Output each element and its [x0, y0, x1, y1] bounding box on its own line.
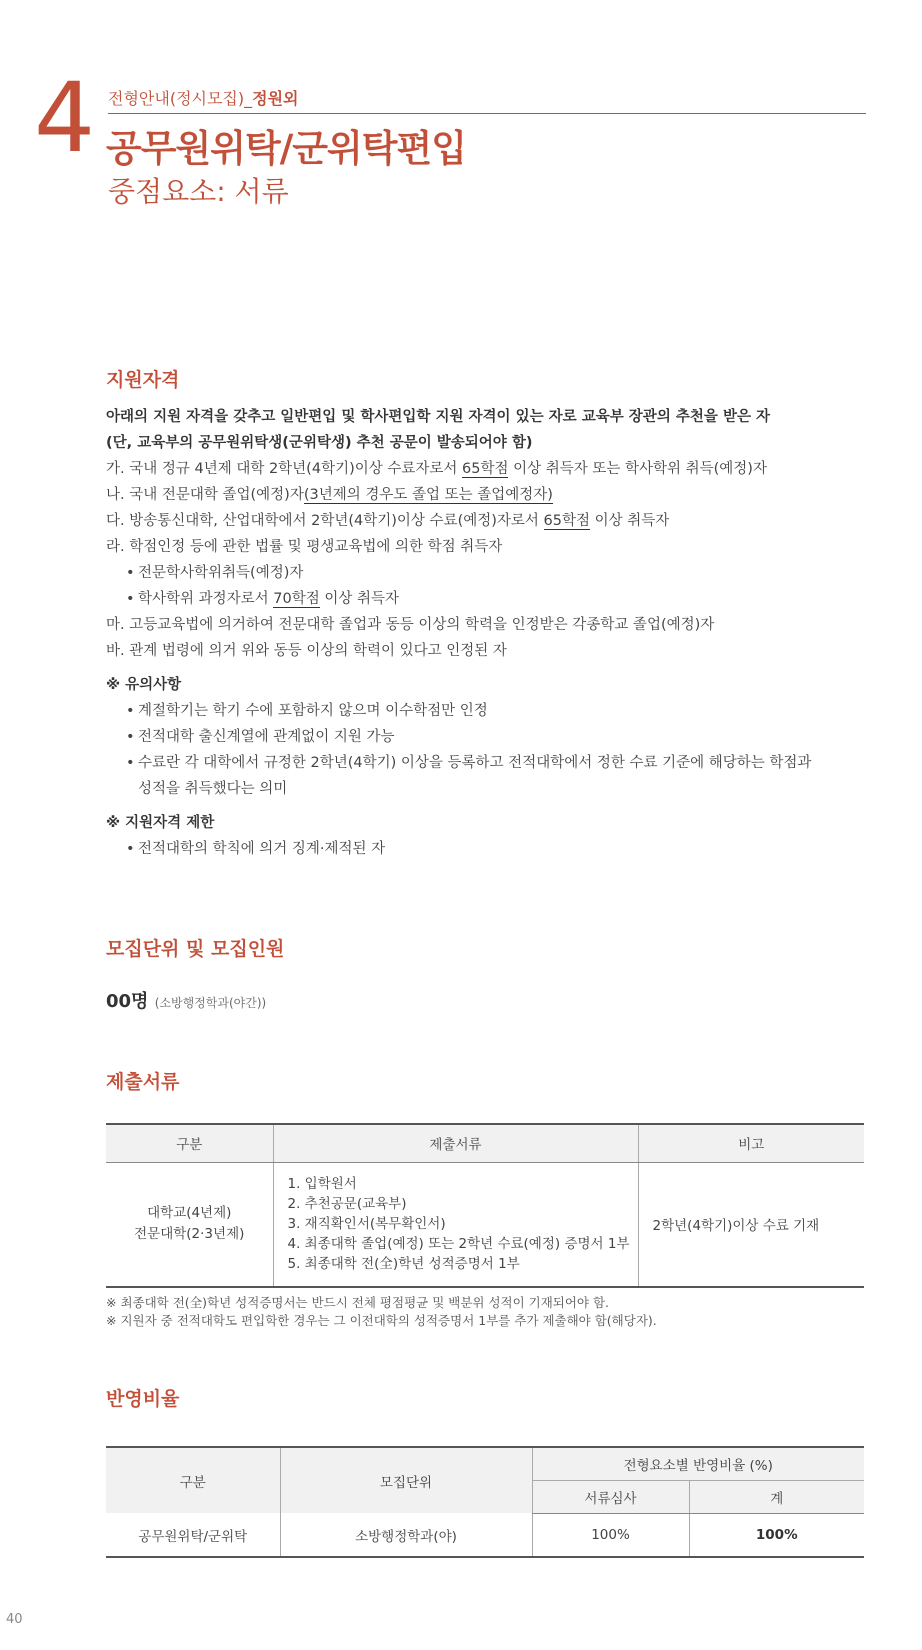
header-subtitle-prefix: 전형안내(정시모집)_	[108, 89, 253, 108]
recruit-count	[106, 987, 266, 1013]
table-cell: 소방행정학과(야)	[280, 1513, 532, 1557]
chapter-number: 4	[34, 62, 96, 174]
qualification-ra-bullet-2	[106, 586, 811, 612]
notice-item-3-continued: 성적을 취득했다는 의미	[138, 781, 288, 797]
table-header: 서류심사	[532, 1480, 689, 1513]
table-row	[106, 1513, 864, 1557]
text: 이상 취득자 또는 학사학위 취득(예정)자	[508, 461, 767, 477]
table-header-group: 전형요소별 반영비율 (%)	[532, 1447, 864, 1480]
qualification-body	[106, 404, 811, 862]
table-header: 모집단위	[280, 1447, 532, 1513]
underlined-text: 65학점	[543, 513, 590, 529]
recruit-unit: (소방행정학과(야간))	[154, 996, 267, 1010]
documents-note: ※ 최종대학 전(全)학년 성적증명서는 반드시 전체 평점평균 및 백분위 성적이 기재되어야 함.	[106, 1295, 610, 1310]
text: 다. 방송통신대학, 산업대학에서 2학년(4학기)이상 수료(예정)자로서	[106, 513, 544, 529]
documents-remark-cell: 2학년(4학기)이상 수료 기재	[638, 1162, 864, 1287]
documents-category-cell	[106, 1162, 273, 1287]
header-subtitle-strong: 정원외	[252, 89, 299, 108]
qualification-item-ba: 바. 관계 법령에 의거 위와 동등 이상의 학력이 있다고 인정된 자	[106, 643, 507, 659]
document-item: 2. 추천공문(교육부)	[287, 1196, 407, 1213]
notice-item-2	[106, 724, 811, 750]
table-header: 제출서류	[273, 1124, 638, 1162]
table-cell: 100%	[532, 1513, 689, 1557]
underlined-text: (3년제의 경우도 졸업 또는 졸업예정자)	[303, 487, 553, 503]
text: 전적대학 출신계열에 관계없이 지원 가능	[138, 729, 395, 745]
documents-items-cell	[273, 1162, 638, 1287]
page-title: 공무원위탁/군위탁편입	[106, 127, 466, 170]
table-header-row	[106, 1447, 864, 1480]
qualification-ra-bullet-1	[106, 560, 811, 586]
qualification-heading: 지원자격	[106, 369, 180, 391]
qualification-intro-2: (단, 교육부의 공무원위탁생(군위탁생) 추천 공문이 발송되어야 함)	[106, 435, 533, 451]
qualification-item-da	[106, 508, 811, 534]
recruit-count-value: 00명	[106, 991, 149, 1012]
underlined-text: 65학점	[462, 461, 509, 477]
notice-item-3	[106, 750, 811, 776]
header-subtitle	[108, 86, 299, 109]
table-header: 구분	[106, 1124, 273, 1162]
document-item: 4. 최종대학 졸업(예정) 또는 2학년 수료(예정) 증명서 1부	[287, 1236, 630, 1253]
category-line: 대학교(4년제)	[147, 1205, 232, 1222]
documents-note: ※ 지원자 중 전적대학도 편입학한 경우는 그 이전대학의 성적증명서 1부를 추가 제출해야 함(해당자).	[106, 1313, 657, 1328]
qualification-item-na	[106, 482, 811, 508]
document-item: 3. 재직확인서(복무확인서)	[287, 1216, 446, 1233]
recruit-heading: 모집단위 및 모집인원	[106, 938, 285, 960]
qualification-item-ra: 라. 학점인정 등에 관한 법률 및 평생교육법에 의한 학점 취득자	[106, 539, 503, 555]
limit-heading: ※ 지원자격 제한	[106, 815, 215, 831]
table-cell: 100%	[689, 1513, 864, 1557]
text: 학사학위 과정자로서	[138, 591, 274, 607]
ratio-heading: 반영비율	[106, 1388, 180, 1410]
text: 전적대학의 학칙에 의거 징계·제적된 자	[138, 841, 386, 857]
page-number: 40	[6, 1612, 23, 1627]
notice-heading: ※ 유의사항	[106, 677, 182, 693]
category-line: 전문대학(2·3년제)	[134, 1226, 245, 1243]
text: 이상 취득자	[590, 513, 670, 529]
table-header: 구분	[106, 1447, 280, 1513]
text: 전문학사학위취득(예정)자	[138, 565, 304, 581]
qualification-item-ma: 마. 고등교육법에 의거하여 전문대학 졸업과 동등 이상의 학력을 인정받은 각종학교 졸업(예정)자	[106, 617, 715, 633]
text: 이상 취득자	[319, 591, 400, 607]
header-divider	[108, 113, 866, 114]
ratio-table	[106, 1446, 864, 1558]
documents-table	[106, 1123, 864, 1288]
page-emphasis: 중점요소: 서류	[108, 175, 289, 208]
text: 나. 국내 전문대학 졸업(예정)자	[106, 487, 304, 503]
table-row	[106, 1162, 864, 1287]
text: 수료란 각 대학에서 규정한 2학년(4학기) 이상을 등록하고 전적대학에서 정한 수료 기준에 해당하는 학점과	[138, 755, 812, 771]
document-item: 1. 입학원서	[287, 1176, 357, 1193]
text: 가. 국내 정규 4년제 대학 2학년(4학기)이상 수료자로서	[106, 461, 463, 477]
notice-item-1	[106, 698, 811, 724]
documents-heading: 제출서류	[106, 1071, 180, 1093]
underlined-text: 70학점	[273, 591, 320, 607]
text: 계절학기는 학기 수에 포함하지 않으며 이수학점만 인정	[138, 703, 488, 719]
limit-item-1	[106, 836, 811, 862]
document-item: 5. 최종대학 전(全)학년 성적증명서 1부	[287, 1256, 520, 1273]
table-header: 계	[689, 1480, 864, 1513]
table-header-row	[106, 1124, 864, 1162]
qualification-item-ga	[106, 456, 811, 482]
table-cell: 공무원위탁/군위탁	[138, 1528, 248, 1545]
qualification-intro-1: 아래의 지원 자격을 갖추고 일반편입 및 학사편입학 지원 자격이 있는 자로 교육부 장관의 추천을 받은 자	[106, 409, 771, 425]
table-header: 비고	[638, 1124, 864, 1162]
documents-notes	[106, 1294, 657, 1330]
